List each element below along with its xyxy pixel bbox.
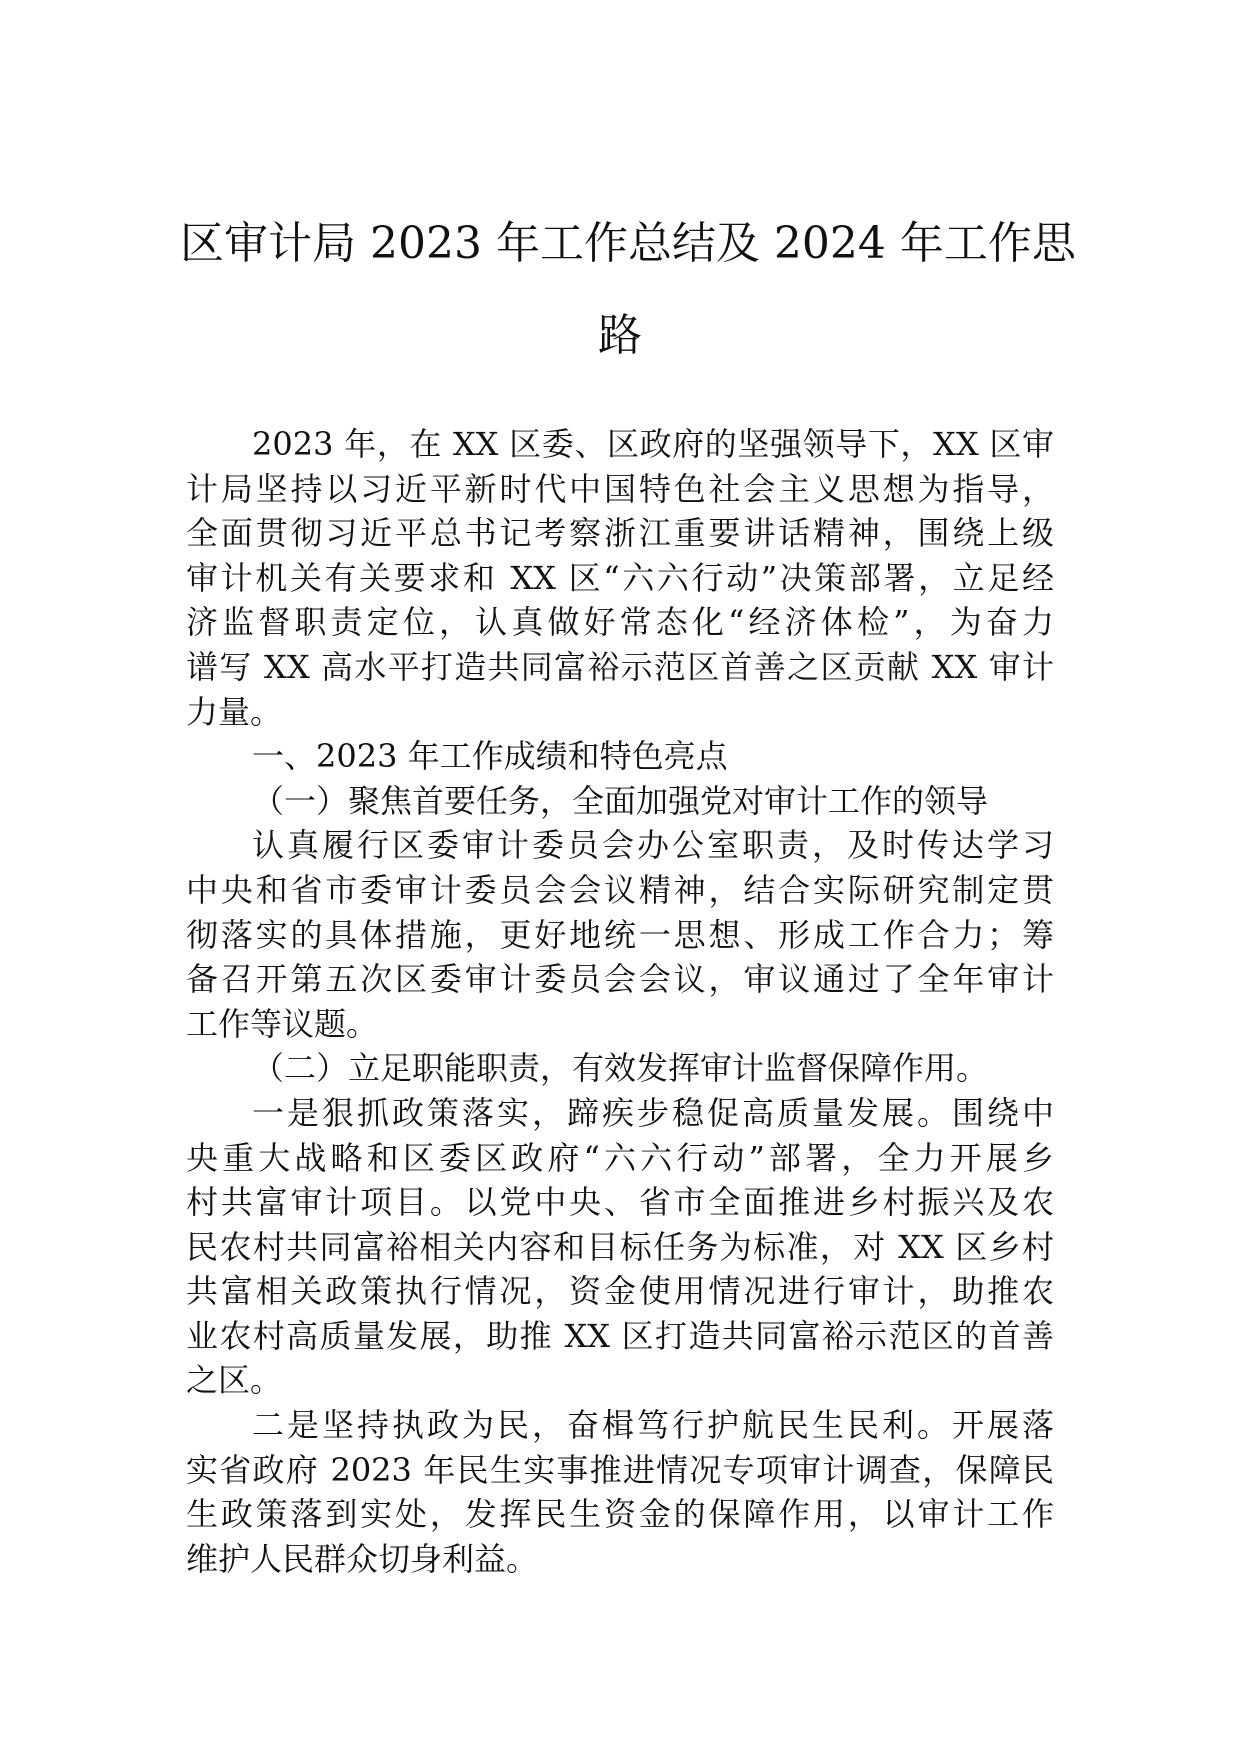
body-line: 村共富审计项目。以党中央、省市全面推进乡村振兴及农 xyxy=(186,1183,1054,1222)
body-line: 央重大战略和区委区政府“六六行动”部署，全力开展乡 xyxy=(186,1138,1054,1177)
subsection-heading: （一）聚焦首要任务，全面加强党对审计工作的领导 xyxy=(252,781,989,820)
body-line: 之区。 xyxy=(186,1361,283,1400)
section-heading: 一、2023 年工作成绩和特色亮点 xyxy=(252,737,728,776)
body-line: 一是狠抓政策落实，蹄疾步稳促高质量发展。围绕中 xyxy=(252,1093,1054,1132)
body-line: 备召开第五次区委审计委员会会议，审议通过了全年审计 xyxy=(186,960,1054,999)
document-title-line-1: 区审计局 2023 年工作总结及 2024 年工作思 xyxy=(180,218,1076,269)
body-line: 审计机关有关要求和 XX 区“六六行动”决策部署，立足经 xyxy=(186,558,1054,597)
body-line: 业农村高质量发展，助推 XX 区打造共同富裕示范区的首善 xyxy=(186,1316,1054,1355)
body-line: 共富相关政策执行情况，资金使用情况进行审计，助推农 xyxy=(186,1272,1054,1311)
body-line: 二是坚持执政为民，奋楫笃行护航民生民利。开展落 xyxy=(252,1406,1054,1445)
body-line: 实省政府 2023 年民生实事推进情况专项审计调查，保障民 xyxy=(186,1450,1054,1489)
subsection-heading: （二）立足职能职责，有效发挥审计监督保障作用。 xyxy=(252,1049,989,1088)
body-line: 彻落实的具体措施，更好地统一思想、形成工作合力；筹 xyxy=(186,915,1054,954)
body-line: 认真履行区委审计委员会办公室职责，及时传达学习 xyxy=(252,826,1054,865)
body-line: 生政策落到实处，发挥民生资金的保障作用，以审计工作 xyxy=(186,1495,1054,1534)
body-line: 中央和省市委审计委员会会议精神，结合实际研究制定贯 xyxy=(186,870,1054,909)
body-line: 力量。 xyxy=(186,692,283,731)
body-line: 维护人民群众切身利益。 xyxy=(186,1539,539,1578)
body-line: 全面贯彻习近平总书记考察浙江重要讲话精神，围绕上级 xyxy=(186,514,1054,553)
body-line: 工作等议题。 xyxy=(186,1004,379,1043)
document-title-line-2: 路 xyxy=(598,310,642,361)
document-body xyxy=(186,422,1054,1581)
body-line: 计局坚持以习近平新时代中国特色社会主义思想为指导， xyxy=(186,469,1054,508)
body-line: 济监督职责定位，认真做好常态化“经济体检”，为奋力 xyxy=(186,603,1054,642)
body-line: 2023 年，在 XX 区委、区政府的坚强领导下，XX 区审 xyxy=(252,425,1054,463)
body-line: 民农村共同富裕相关内容和目标任务为标准，对 XX 区乡村 xyxy=(186,1227,1054,1266)
body-line: 谱写 XX 高水平打造共同富裕示范区首善之区贡献 XX 审计 xyxy=(186,647,1054,686)
